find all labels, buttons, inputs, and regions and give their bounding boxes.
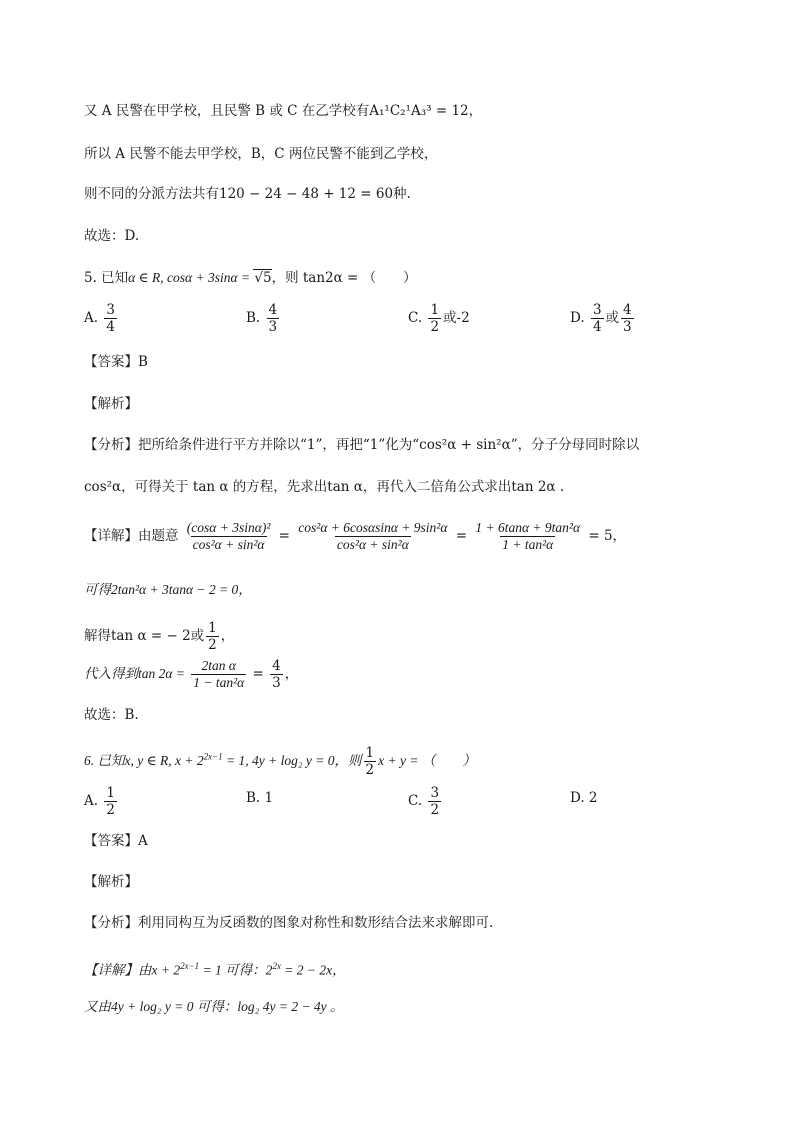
q6-xiangjie-exponent-2: 2x bbox=[272, 961, 281, 971]
q5-choose: 故选：B. bbox=[84, 707, 139, 723]
frac-num: 1 bbox=[208, 620, 217, 636]
q5-step-3-tail: ， bbox=[220, 628, 235, 644]
q5-step-3 bbox=[84, 620, 234, 653]
q6-stem-exponent: 2x−1 bbox=[203, 751, 223, 762]
q5-equals-1: = bbox=[278, 528, 290, 544]
frac-num: 2tan α bbox=[201, 658, 236, 673]
q5-stem-question: ，则 tan2α = （ ） bbox=[271, 270, 417, 286]
frac-den: 2 bbox=[365, 762, 375, 778]
frac-num: 3 bbox=[106, 302, 115, 318]
q6-option-c bbox=[408, 785, 443, 818]
q5-fraction-3 bbox=[473, 520, 582, 553]
q5-step-4-equals: = bbox=[252, 666, 264, 682]
prev-line-4: 故选：D. bbox=[84, 228, 140, 244]
q5-step-2: 可得2tan²α + 3tanα − 2 = 0， bbox=[84, 582, 252, 597]
q6-stem-cond: = 1, 4y + log₂ y = 0，则 bbox=[222, 753, 362, 768]
frac-den: 3 bbox=[268, 319, 278, 335]
frac-den: 1 + tan²α bbox=[502, 537, 554, 552]
q5-fenxi-line-1: 【分析】把所给条件进行平方并除以“1”，再把“1”化为“cos²α + sin²α”，分子分母同时除以 bbox=[84, 437, 640, 453]
q5-equals-3: = 5， bbox=[588, 528, 627, 544]
q5-step-4 bbox=[84, 658, 298, 691]
prev-line-1: 又 A 民警在甲学校，且民警 B 或 C 在乙学校有A₁¹C₂¹A₃³ = 12， bbox=[84, 103, 483, 119]
q5-equals-2: = bbox=[455, 528, 468, 544]
q6-xiangjie-text-3: = 2 − 2x， bbox=[280, 962, 346, 978]
frac-den: 2 bbox=[430, 802, 440, 818]
q5-fenxi-line-2: cos²α，可得关于 tan α 的方程，先求出tan α，再代入二倍角公式求出tan 2α . bbox=[84, 479, 565, 495]
q5-fraction-2 bbox=[296, 520, 449, 553]
frac-den: cos²α + sin²α bbox=[192, 537, 265, 552]
q5-step-3-fraction bbox=[206, 620, 219, 653]
q5-option-d bbox=[570, 302, 636, 335]
q5-option-c-fraction bbox=[428, 302, 441, 335]
frac-den: 1 − tan²α bbox=[193, 675, 245, 690]
frac-num: cos²α + 6cosαsinα + 9sin²α bbox=[298, 520, 448, 535]
q5-analysis-heading: 【解析】 bbox=[84, 396, 138, 412]
frac-num: 1 + 6tanα + 9tan²α bbox=[475, 520, 581, 535]
frac-den: 2 bbox=[430, 319, 440, 335]
q5-xiangjie-label: 【详解】由题意 bbox=[84, 528, 179, 544]
q6-xiangjie-text-1: 【详解】由x + 2 bbox=[84, 962, 181, 978]
q5-option-d-label: D. bbox=[570, 310, 585, 326]
q5-option-a-label: A. bbox=[84, 310, 99, 326]
q6-option-c-label: C. bbox=[408, 793, 423, 809]
q5-option-a-fraction bbox=[104, 302, 117, 335]
q5-option-d-fraction-1 bbox=[591, 302, 604, 335]
prev-line-3: 则不同的分派方法共有120 − 24 − 48 + 12 = 60种. bbox=[84, 186, 411, 202]
q5-stem-sqrt: √5 bbox=[254, 270, 272, 286]
q6-stem-fraction bbox=[364, 745, 377, 778]
frac-num: 4 bbox=[272, 658, 281, 674]
frac-den: 2 bbox=[106, 802, 115, 818]
q6-stem bbox=[84, 745, 476, 778]
frac-den: 2 bbox=[208, 637, 217, 653]
q6-analysis-heading: 【解析】 bbox=[84, 874, 138, 890]
frac-den: 4 bbox=[592, 319, 602, 335]
q5-stem-prefix: 5. 已知 bbox=[84, 270, 129, 286]
q5-step-4-fraction-1 bbox=[191, 658, 246, 691]
frac-num: 3 bbox=[592, 302, 602, 318]
q5-step-4-tail: ， bbox=[284, 666, 299, 682]
q6-option-d: D. 2 bbox=[570, 790, 598, 806]
q5-xiangjie-equation bbox=[84, 520, 626, 553]
q5-option-d-fraction-2 bbox=[621, 302, 634, 335]
frac-num: (cosα + 3sinα)² bbox=[186, 520, 271, 535]
q5-step-4-text: 代入得到tan 2α = bbox=[84, 666, 185, 681]
frac-num: 1 bbox=[430, 302, 440, 318]
q5-option-c-label: C. bbox=[408, 310, 423, 326]
frac-num: 1 bbox=[365, 745, 375, 761]
q6-last-line: 又由4y + log₂ y = 0 可得：log₂ 4y = 2 − 4y 。 bbox=[84, 999, 344, 1014]
q6-answer: 【答案】A bbox=[84, 833, 148, 849]
q5-step-3-text: 解得tan α = − 2或 bbox=[84, 628, 205, 644]
frac-den: 3 bbox=[623, 319, 632, 335]
frac-num: 4 bbox=[623, 302, 632, 318]
prev-line-2: 所以 A 民警不能去甲学校，B，C 两位民警不能到乙学校， bbox=[84, 146, 438, 162]
q6-xiangjie bbox=[84, 956, 346, 981]
frac-num: 4 bbox=[268, 302, 278, 318]
q6-xiangjie-exponent-1: 2x−1 bbox=[180, 961, 200, 971]
q5-answer: 【答案】B bbox=[84, 354, 148, 370]
q6-fenxi: 【分析】利用同构互为反函数的图象对称性和数形结合法来求解即可. bbox=[84, 915, 494, 931]
q6-xiangjie-text-2: = 1 可得：2 bbox=[199, 962, 273, 978]
q5-option-b bbox=[246, 302, 281, 335]
q5-stem bbox=[84, 268, 417, 288]
frac-num: 3 bbox=[430, 785, 440, 801]
q6-option-c-fraction bbox=[428, 785, 441, 818]
q6-option-b: B. 1 bbox=[246, 790, 274, 806]
frac-den: 4 bbox=[106, 319, 115, 335]
q5-step-4-fraction-2 bbox=[270, 658, 283, 691]
q6-option-a-label: A. bbox=[84, 793, 99, 809]
frac-den: cos²α + sin²α bbox=[336, 537, 409, 552]
q5-option-a bbox=[84, 302, 119, 335]
q5-fraction-1 bbox=[185, 520, 273, 553]
q5-option-c-tail: 或-2 bbox=[443, 310, 470, 326]
q6-option-a bbox=[84, 785, 119, 818]
q5-option-b-fraction bbox=[267, 302, 280, 335]
frac-num: 1 bbox=[106, 785, 115, 801]
q5-option-b-label: B. bbox=[246, 310, 261, 326]
q6-stem-question: x + y = （ ） bbox=[378, 753, 476, 768]
q5-option-d-mid: 或 bbox=[605, 310, 620, 326]
frac-den: 3 bbox=[272, 675, 281, 691]
q5-option-c bbox=[408, 302, 470, 335]
q6-stem-prefix: 6. 已知x, y ∈ R, x + 2 bbox=[84, 753, 204, 768]
q5-stem-cond: α ∈ R, cosα + 3sinα = bbox=[128, 270, 254, 285]
q6-option-a-fraction bbox=[104, 785, 117, 818]
